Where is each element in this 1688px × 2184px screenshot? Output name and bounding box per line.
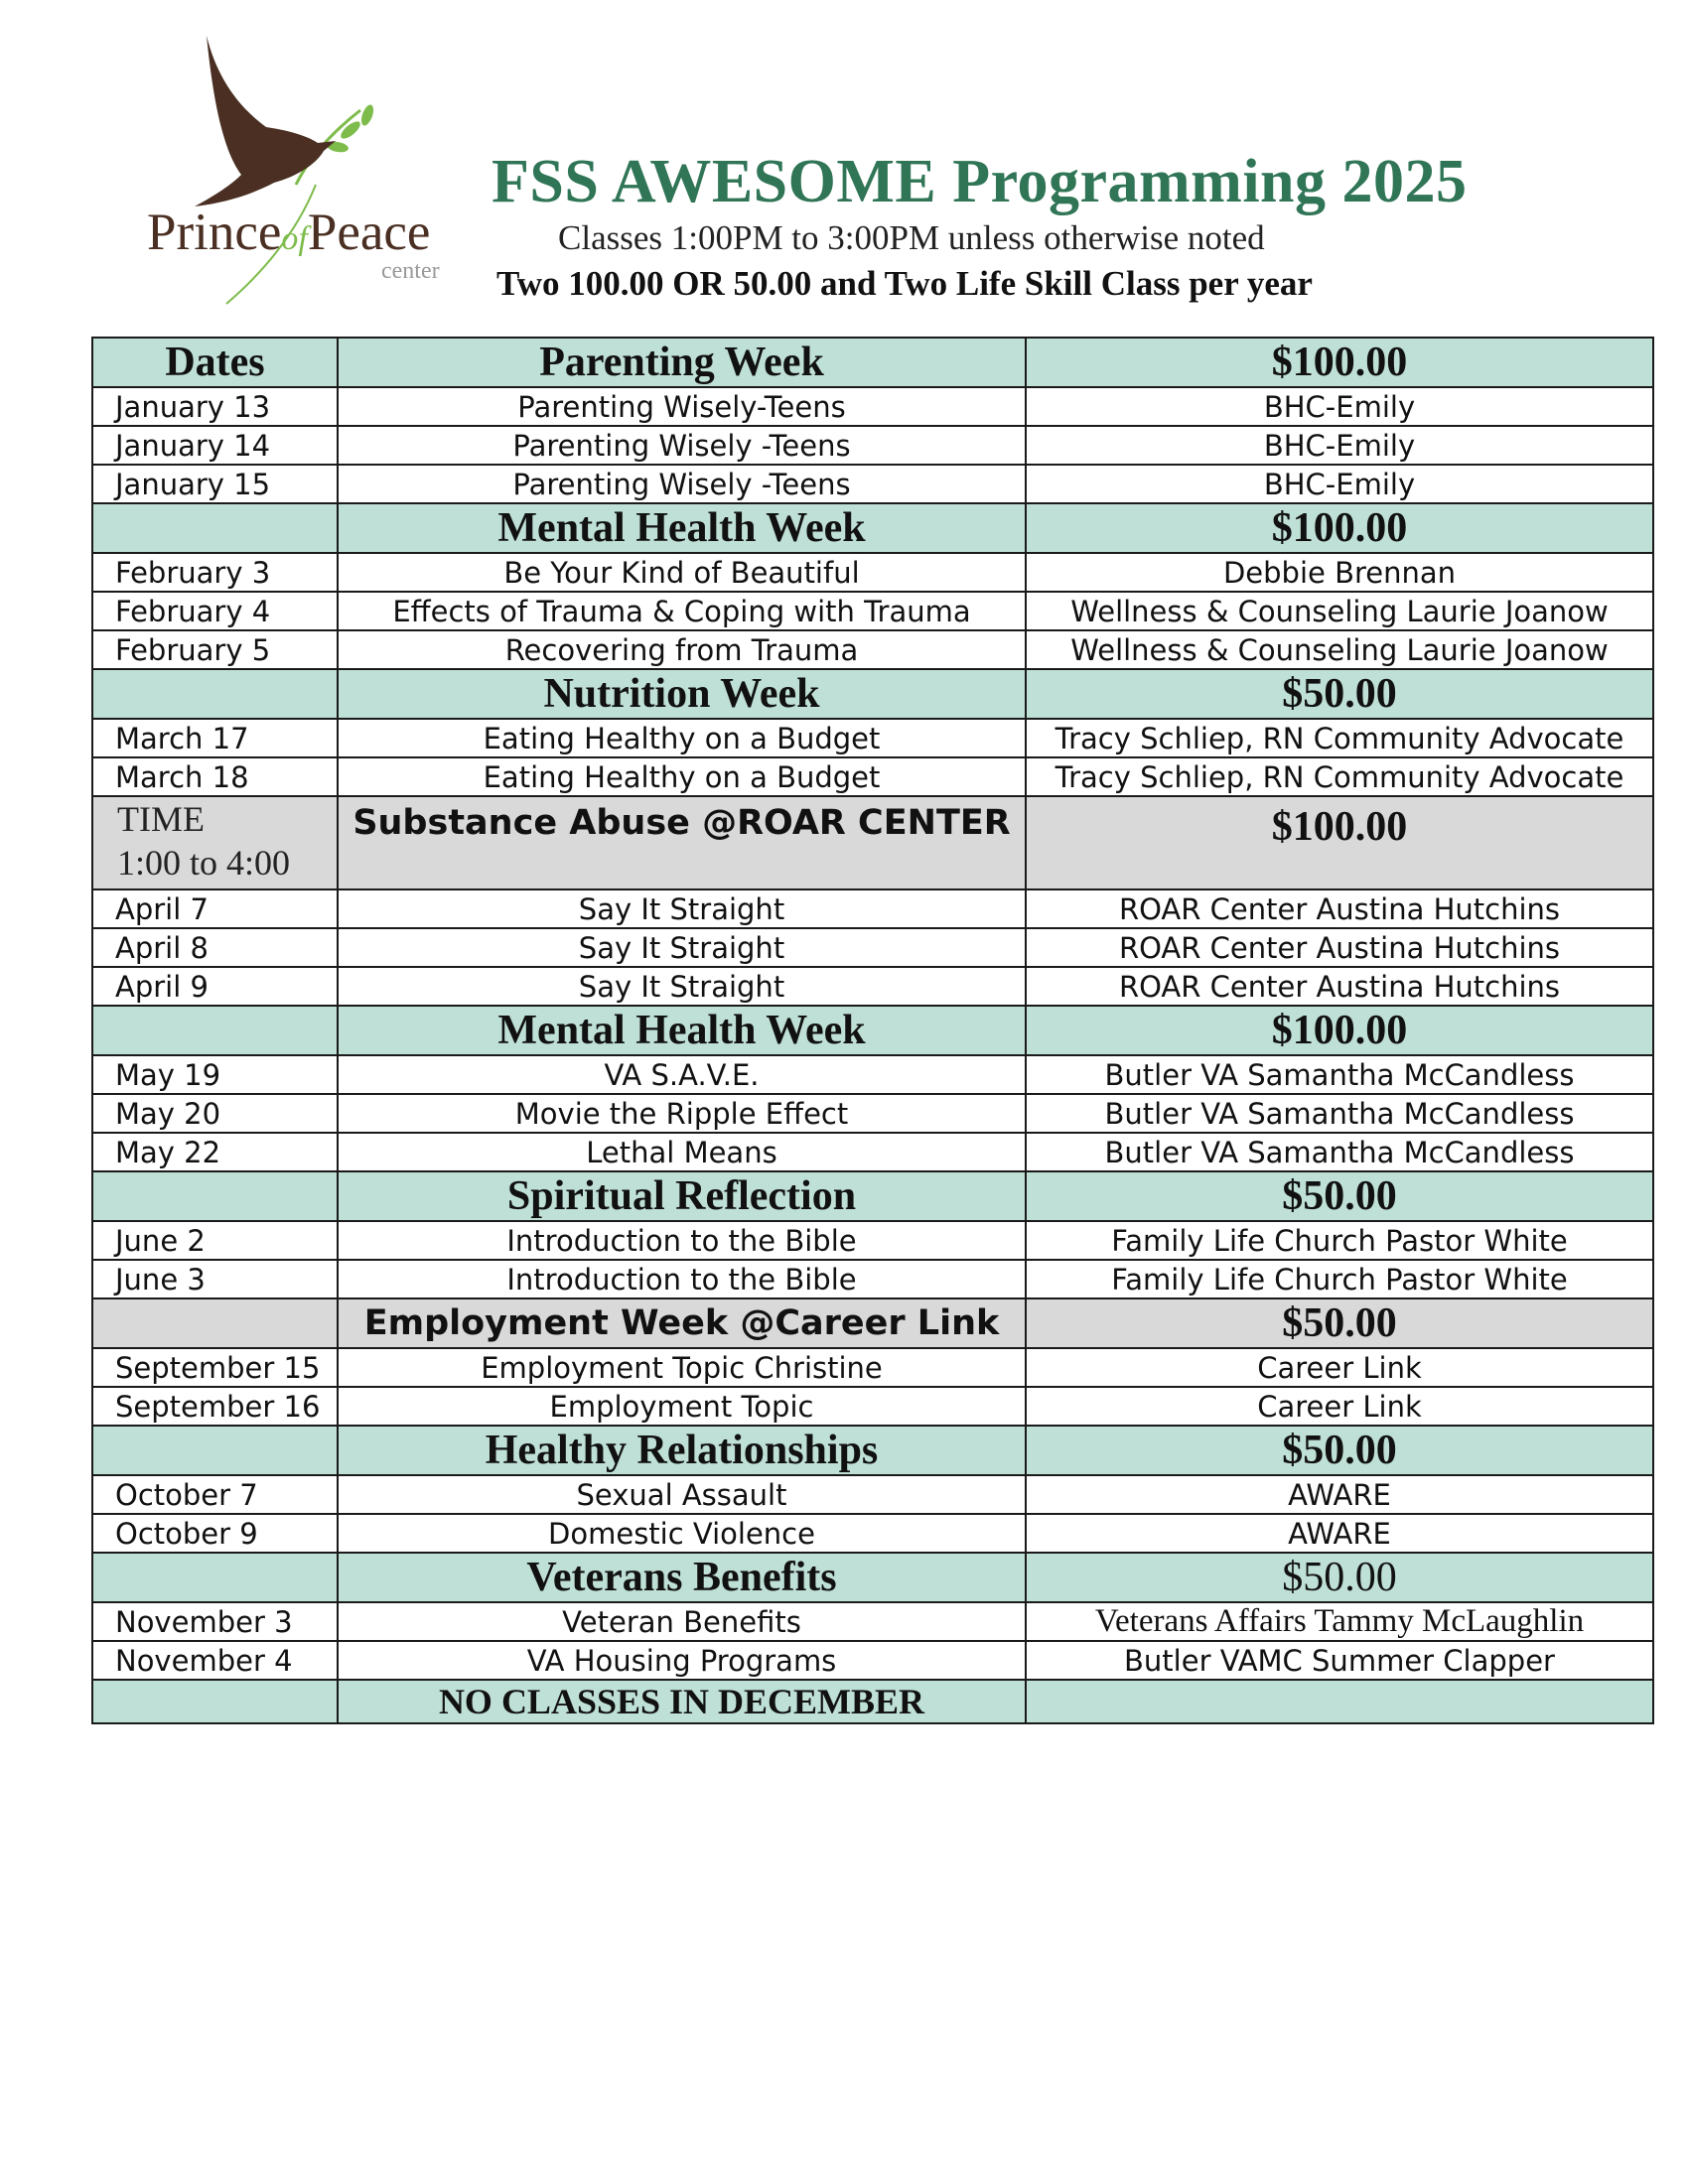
section-header-row bbox=[92, 1171, 1653, 1221]
class-date: June 3 bbox=[92, 1260, 338, 1298]
class-provider: BHC-Emily bbox=[1026, 387, 1653, 426]
no-classes-note: NO CLASSES IN DECEMBER bbox=[338, 1680, 1026, 1723]
section-amount: $50.00 bbox=[1026, 669, 1653, 719]
class-provider: Butler VA Samantha McCandless bbox=[1026, 1055, 1653, 1094]
class-date: September 16 bbox=[92, 1387, 338, 1426]
section-title: Parenting Week bbox=[338, 338, 1026, 387]
class-topic: Eating Healthy on a Budget bbox=[338, 719, 1026, 757]
table-row bbox=[92, 1094, 1653, 1133]
section-title: Nutrition Week bbox=[338, 669, 1026, 719]
class-date: January 13 bbox=[92, 387, 338, 426]
class-provider: ROAR Center Austina Hutchins bbox=[1026, 928, 1653, 967]
class-topic: VA Housing Programs bbox=[338, 1641, 1026, 1680]
class-provider: Debbie Brennan bbox=[1026, 553, 1653, 592]
table-row bbox=[92, 1055, 1653, 1094]
time-range: 1:00 to 4:00 bbox=[117, 843, 291, 883]
empty-cell bbox=[92, 669, 338, 719]
schedule-table bbox=[91, 337, 1654, 1724]
class-provider: Butler VAMC Summer Clapper bbox=[1026, 1641, 1653, 1680]
class-date: October 7 bbox=[92, 1475, 338, 1514]
table-row bbox=[92, 967, 1653, 1006]
class-date: April 9 bbox=[92, 967, 338, 1006]
logo-wordmark bbox=[147, 203, 430, 262]
class-topic: VA S.A.V.E. bbox=[338, 1055, 1026, 1094]
section-title: Mental Health Week bbox=[338, 1006, 1026, 1055]
class-topic: Parenting Wisely-Teens bbox=[338, 387, 1026, 426]
class-hours-note: Classes 1:00PM to 3:00PM unless otherwise noted bbox=[558, 218, 1265, 257]
section-title: Employment Week @Career Link bbox=[338, 1298, 1026, 1348]
footer-row bbox=[92, 1680, 1653, 1723]
class-provider: ROAR Center Austina Hutchins bbox=[1026, 967, 1653, 1006]
table-row bbox=[92, 630, 1653, 669]
class-date: January 15 bbox=[92, 465, 338, 503]
section-amount: $100.00 bbox=[1026, 338, 1653, 387]
table-row bbox=[92, 1514, 1653, 1553]
class-date: September 15 bbox=[92, 1348, 338, 1387]
class-provider: AWARE bbox=[1026, 1475, 1653, 1514]
section-header-row bbox=[92, 669, 1653, 719]
empty-cell bbox=[92, 1171, 338, 1221]
section-amount: $100.00 bbox=[1026, 796, 1653, 889]
class-provider: Tracy Schliep, RN Community Advocate bbox=[1026, 757, 1653, 796]
table-row bbox=[92, 719, 1653, 757]
class-topic: Employment Topic bbox=[338, 1387, 1026, 1426]
class-topic: Employment Topic Christine bbox=[338, 1348, 1026, 1387]
table-row bbox=[92, 465, 1653, 503]
section-header-row bbox=[92, 1006, 1653, 1055]
section-title: Healthy Relationships bbox=[338, 1426, 1026, 1475]
class-topic: Say It Straight bbox=[338, 928, 1026, 967]
class-provider: Butler VA Samantha McCandless bbox=[1026, 1133, 1653, 1171]
section-amount: $50.00 bbox=[1026, 1553, 1653, 1602]
class-topic: Say It Straight bbox=[338, 967, 1026, 1006]
table-row bbox=[92, 928, 1653, 967]
class-provider: Veterans Affairs Tammy McLaughlin bbox=[1026, 1602, 1653, 1641]
class-provider: AWARE bbox=[1026, 1514, 1653, 1553]
class-date: January 14 bbox=[92, 426, 338, 465]
class-topic: Sexual Assault bbox=[338, 1475, 1026, 1514]
class-date: March 17 bbox=[92, 719, 338, 757]
table-row bbox=[92, 1221, 1653, 1260]
table-row bbox=[92, 592, 1653, 630]
empty-cell bbox=[92, 1426, 338, 1475]
class-date: May 20 bbox=[92, 1094, 338, 1133]
class-date: February 3 bbox=[92, 553, 338, 592]
class-topic: Be Your Kind of Beautiful bbox=[338, 553, 1026, 592]
empty-cell bbox=[92, 1553, 338, 1602]
class-topic: Recovering from Trauma bbox=[338, 630, 1026, 669]
section-header-row bbox=[92, 503, 1653, 553]
class-provider: Family Life Church Pastor White bbox=[1026, 1221, 1653, 1260]
section-amount: $50.00 bbox=[1026, 1298, 1653, 1348]
class-date: February 4 bbox=[92, 592, 338, 630]
class-date: April 7 bbox=[92, 889, 338, 928]
empty-cell bbox=[1026, 1680, 1653, 1723]
class-date: October 9 bbox=[92, 1514, 338, 1553]
logo-word-center: center bbox=[381, 258, 440, 284]
class-date: March 18 bbox=[92, 757, 338, 796]
time-note bbox=[92, 796, 338, 889]
class-provider: BHC-Emily bbox=[1026, 465, 1653, 503]
section-header-row bbox=[92, 1298, 1653, 1348]
empty-cell bbox=[92, 1680, 338, 1723]
class-topic: Effects of Trauma & Coping with Trauma bbox=[338, 592, 1026, 630]
section-header-row bbox=[92, 1553, 1653, 1602]
empty-cell bbox=[92, 1006, 338, 1055]
class-provider: Career Link bbox=[1026, 1387, 1653, 1426]
class-provider: Butler VA Samantha McCandless bbox=[1026, 1094, 1653, 1133]
section-amount: $100.00 bbox=[1026, 1006, 1653, 1055]
table-row bbox=[92, 757, 1653, 796]
table-row bbox=[92, 1348, 1653, 1387]
class-topic: Lethal Means bbox=[338, 1133, 1026, 1171]
class-topic: Say It Straight bbox=[338, 889, 1026, 928]
time-label: TIME bbox=[117, 799, 205, 839]
class-provider: BHC-Emily bbox=[1026, 426, 1653, 465]
section-amount: $50.00 bbox=[1026, 1171, 1653, 1221]
dates-column-header: Dates bbox=[92, 338, 338, 387]
class-topic: Parenting Wisely -Teens bbox=[338, 426, 1026, 465]
table-row bbox=[92, 1133, 1653, 1171]
prince-of-peace-logo bbox=[147, 36, 465, 324]
requirement-note: Two 100.00 OR 50.00 and Two Life Skill Class per year bbox=[496, 264, 1313, 303]
table-row bbox=[92, 1260, 1653, 1298]
section-title: Spiritual Reflection bbox=[338, 1171, 1026, 1221]
class-date: April 8 bbox=[92, 928, 338, 967]
class-date: May 22 bbox=[92, 1133, 338, 1171]
table-row bbox=[92, 553, 1653, 592]
section-title: Substance Abuse @ROAR CENTER bbox=[338, 796, 1026, 889]
class-topic: Introduction to the Bible bbox=[338, 1260, 1026, 1298]
class-topic: Movie the Ripple Effect bbox=[338, 1094, 1026, 1133]
logo-word-peace: Peace bbox=[307, 204, 431, 261]
class-date: May 19 bbox=[92, 1055, 338, 1094]
table-row bbox=[92, 426, 1653, 465]
table-row bbox=[92, 387, 1653, 426]
class-topic: Domestic Violence bbox=[338, 1514, 1026, 1553]
section-amount: $50.00 bbox=[1026, 1426, 1653, 1475]
class-date: February 5 bbox=[92, 630, 338, 669]
class-date: November 4 bbox=[92, 1641, 338, 1680]
class-provider: ROAR Center Austina Hutchins bbox=[1026, 889, 1653, 928]
table-row bbox=[92, 889, 1653, 928]
empty-cell bbox=[92, 1298, 338, 1348]
table-row bbox=[92, 1641, 1653, 1680]
class-date: June 2 bbox=[92, 1221, 338, 1260]
section-header-row bbox=[92, 338, 1653, 387]
empty-cell bbox=[92, 503, 338, 553]
section-title: Mental Health Week bbox=[338, 503, 1026, 553]
section-title: Veterans Benefits bbox=[338, 1553, 1026, 1602]
table-row bbox=[92, 1475, 1653, 1514]
class-provider: Family Life Church Pastor White bbox=[1026, 1260, 1653, 1298]
class-topic: Eating Healthy on a Budget bbox=[338, 757, 1026, 796]
class-provider: Tracy Schliep, RN Community Advocate bbox=[1026, 719, 1653, 757]
class-provider: Wellness & Counseling Laurie Joanow bbox=[1026, 592, 1653, 630]
class-provider: Career Link bbox=[1026, 1348, 1653, 1387]
table-row bbox=[92, 1602, 1653, 1641]
table-row bbox=[92, 1387, 1653, 1426]
section-header-row bbox=[92, 796, 1653, 889]
class-topic: Introduction to the Bible bbox=[338, 1221, 1026, 1260]
page-title: FSS AWESOME Programming 2025 bbox=[492, 148, 1468, 215]
logo-word-prince: Prince bbox=[147, 204, 282, 261]
class-provider: Wellness & Counseling Laurie Joanow bbox=[1026, 630, 1653, 669]
class-topic: Veteran Benefits bbox=[338, 1602, 1026, 1641]
logo-word-of: of bbox=[281, 220, 308, 257]
section-header-row bbox=[92, 1426, 1653, 1475]
class-topic: Parenting Wisely -Teens bbox=[338, 465, 1026, 503]
class-date: November 3 bbox=[92, 1602, 338, 1641]
section-amount: $100.00 bbox=[1026, 503, 1653, 553]
